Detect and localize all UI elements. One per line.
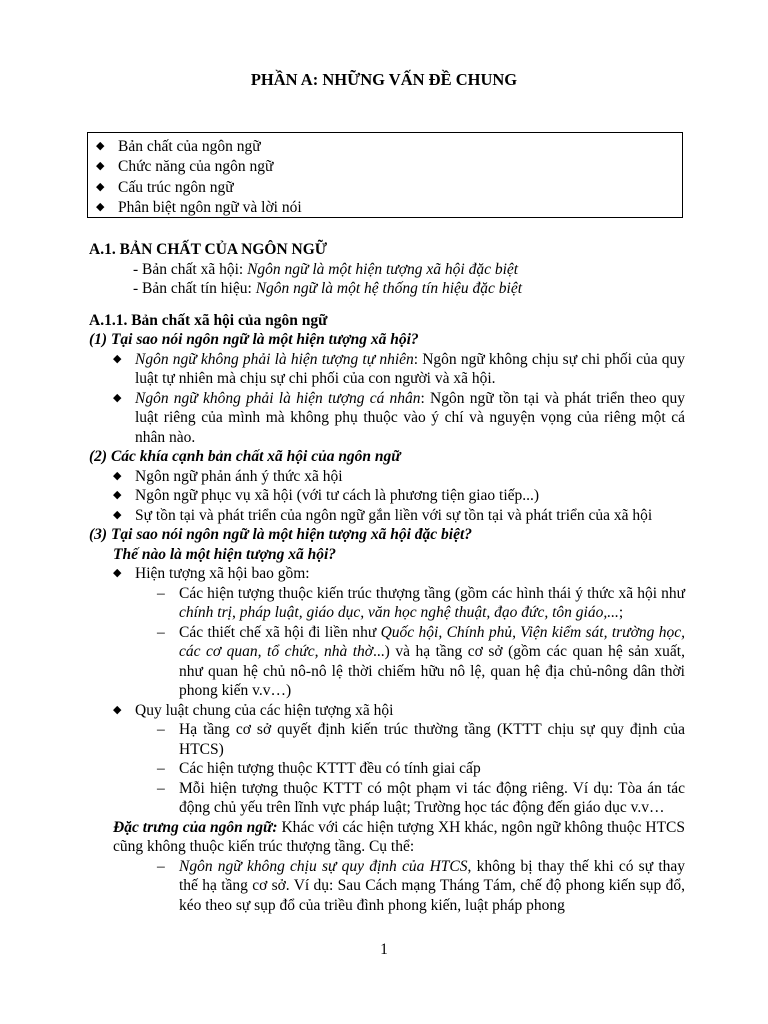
diamond-bullet-icon: ◆	[113, 703, 122, 716]
diamond-bullet-icon: ◆	[113, 489, 122, 501]
paragraph: Đặc trưng của ngôn ngữ: Khác với các hiện tượng XH khác, ngôn ngữ không thuộc HTCS cũng không thuộc kiến trúc thượng tầng. Cụ thể:	[113, 818, 685, 855]
section-heading: A.1. BẢN CHẤT CỦA NGÔN NGỮ	[89, 241, 328, 258]
subsection-heading: A.1.1. Bản chất xã hội của ngôn ngữ	[89, 311, 328, 329]
sub-list-item: – Hạ tầng cơ sở quyết định kiến trúc thường tầng (KTTT chịu sự quy định của HTCS)	[157, 721, 685, 758]
dash-bullet-icon: –	[157, 584, 165, 602]
list-item: ◆ Quy luật chung của các hiện tượng xã hội	[113, 701, 394, 719]
nature-line: - Bản chất tín hiệu: Ngôn ngữ là một hệ thống tín hiệu đặc biệt	[133, 280, 523, 297]
dash-bullet-icon: –	[157, 721, 165, 738]
sub-list-item: – Mỗi hiện tượng thuộc KTTT có một phạm vi tác động riêng. Ví dụ: Tòa án tác động chủ yếu trên lĩnh vực pháp luật; Trường học tác động đến giáo dục v.v…	[157, 779, 685, 816]
diamond-bullet-icon: ◆	[113, 567, 122, 579]
summary-item: ◆ Chức năng của ngôn ngữ	[96, 158, 274, 175]
summary-item: ◆ Cấu trúc ngôn ngữ	[96, 178, 234, 196]
question-heading: (3) Tại sao nói ngôn ngữ là một hiện tượng xã hội đặc biệt?	[89, 526, 473, 543]
diamond-bullet-icon: ◆	[96, 180, 105, 193]
page-title: PHẦN A: NHỮNG VẤN ĐỀ CHUNG	[250, 70, 518, 89]
list-item: ◆ Ngôn ngữ không phải là hiện tượng cá nhân: Ngôn ngữ tồn tại và phát triển theo quy luật riêng của mình mà không phụ thuộc vào ý chí và nguyện vọng của riêng một cá nhân nào.	[113, 389, 685, 446]
nature-line: - Bản chất xã hội: Ngôn ngữ là một hiện tượng xã hội đặc biệt	[133, 260, 519, 278]
question-heading: (1) Tại sao nói ngôn ngữ là một hiện tượng xã hội?	[89, 331, 419, 348]
list-item: ◆ Ngôn ngữ không phải là hiện tượng tự nhiên: Ngôn ngữ không chịu sự chi phối của quy luật tự nhiên mà chịu sự chi phối của con người và xã hội.	[113, 350, 686, 387]
dash-bullet-icon: –	[157, 857, 165, 875]
question-subheading: Thế nào là một hiện tượng xã hội?	[113, 545, 337, 563]
list-item: ◆ Ngôn ngữ phục vụ xã hội (với tư cách là phương tiện giao tiếp...)	[113, 487, 540, 504]
diamond-bullet-icon: ◆	[96, 139, 105, 152]
dash-bullet-icon: –	[157, 760, 165, 777]
diamond-bullet-icon: ◆	[96, 160, 105, 172]
sub-list-item: – Ngôn ngữ không chịu sự quy định của HTCS, không bị thay thế khi có sự thay thế hạ tầng cơ sở. Ví dụ: Sau Cách mạng Tháng Tám, chế độ phong kiến sụp đổ, kéo theo sự sụp đổ của triều đình phong kiến, luật pháp phong	[157, 857, 686, 914]
question-heading: (2) Các khía cạnh bản chất xã hội của ngôn ngữ	[89, 448, 401, 465]
sub-list-item: – Các thiết chế xã hội đi liền như Quốc hội, Chính phủ, Viện kiểm sát, trường học, các cơ quan, tổ chức, nhà thờ...) và hạ tầng cơ sở (gồm các quan hệ sản xuất, như quan hệ chủ nô-nô lệ thời chiếm hữu nô lệ, quan hệ địa chủ-nông dân thời phong kiến v.v…)	[157, 623, 685, 699]
diamond-bullet-icon: ◆	[113, 352, 122, 365]
list-item: ◆ Sự tồn tại và phát triển của ngôn ngữ gắn liền với sự tồn tại và phát triển của xã hội	[113, 506, 653, 524]
list-item: ◆ Hiện tượng xã hội bao gồm:	[113, 565, 310, 582]
sub-list-item: – Các hiện tượng thuộc KTTT đều có tính giai cấp	[157, 760, 481, 777]
document-body	[89, 240, 685, 915]
diamond-bullet-icon: ◆	[113, 469, 122, 482]
dash-bullet-icon: –	[157, 623, 165, 641]
summary-item: ◆ Phân biệt ngôn ngữ và lời nói	[96, 199, 302, 216]
summary-item: ◆ Bản chất của ngôn ngữ	[96, 137, 261, 155]
diamond-bullet-icon: ◆	[113, 508, 122, 521]
summary-box	[87, 132, 683, 218]
page-number: 1	[380, 941, 388, 958]
sub-list-item: – Các hiện tượng thuộc kiến trúc thượng tầng (gồm các hình thái ý thức xã hội như chính trị, pháp luật, giáo dục, văn học nghệ thuật, đạo đức, tôn giáo,...;	[157, 584, 685, 621]
diamond-bullet-icon: ◆	[96, 201, 105, 213]
diamond-bullet-icon: ◆	[113, 391, 122, 404]
dash-bullet-icon: –	[157, 779, 165, 797]
list-item: ◆ Ngôn ngữ phản ánh ý thức xã hội	[113, 467, 343, 485]
